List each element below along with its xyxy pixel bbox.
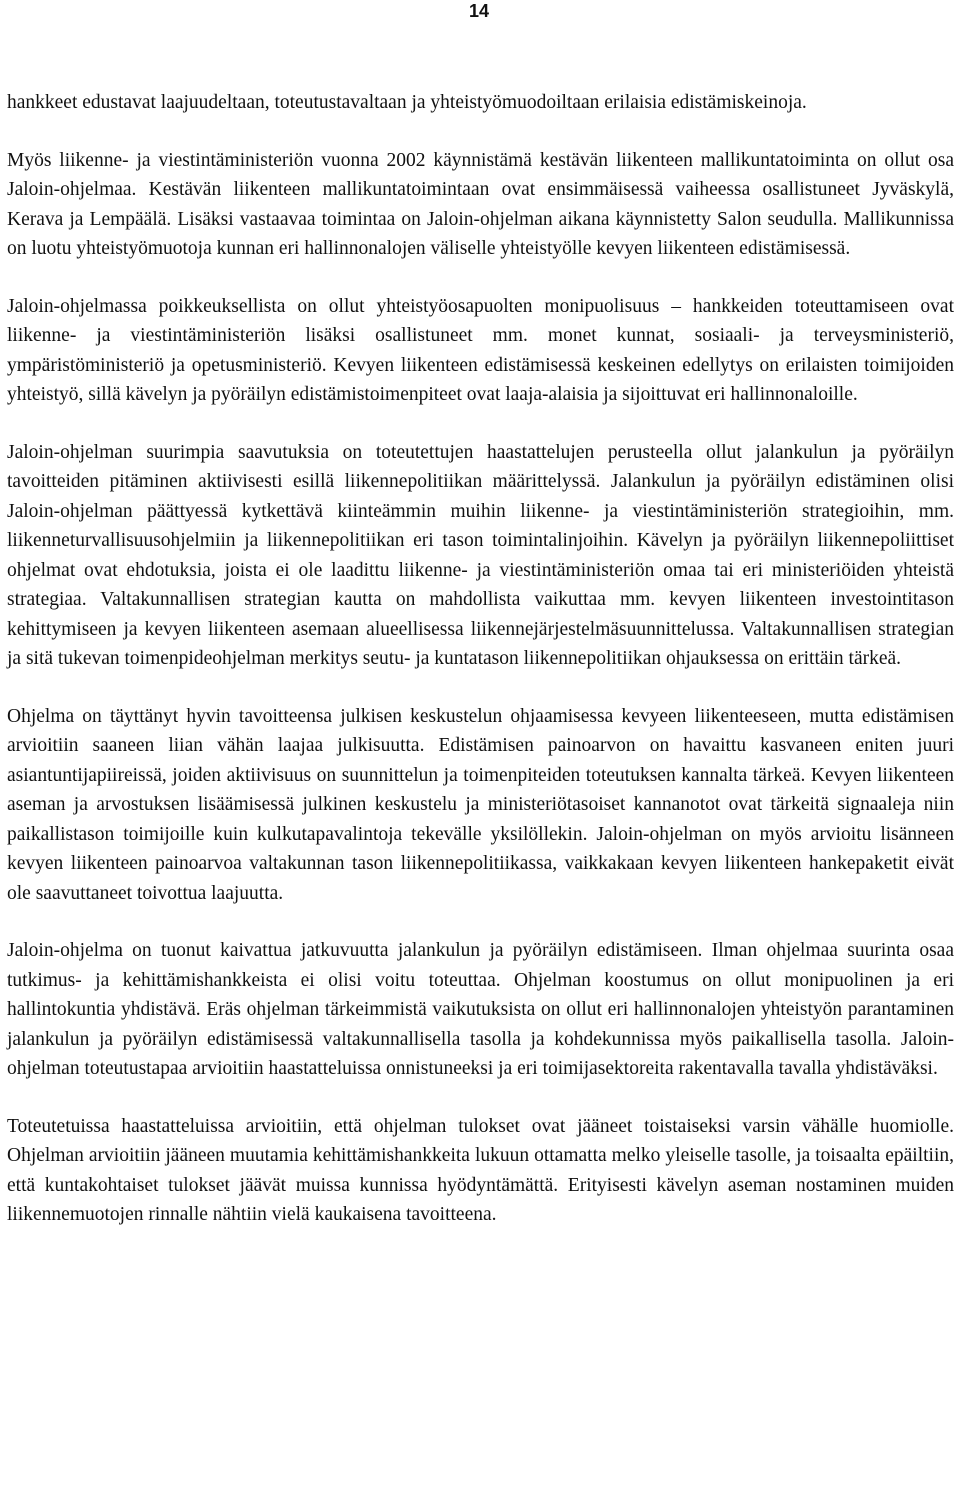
paragraph-5: Ohjelma on täyttänyt hyvin tavoitteensa julkisen keskustelun ohjaamisessa kevyeen liikenteeseen, mutta edistämisen arvioitiin saaneen liian vähän laajaa julkisuutta. Edistämisen painoarvon on havaittu kasvaneen eniten juuri asiantuntijapiireissä, joiden aktiivisuus on suunnittelun ja toimenpiteiden toteutuksen kannalta tärkeä. Kevyen liikenteen aseman ja arvostuksen lisäämisessä julkinen keskustelu ja ministeriötasoiset kannanotot ovat tärkeitä signaaleja niin paikallistason toimijoille kuin kulkutapavalintoja tekevälle yksilöllekin. Jaloin-ohjelman on myös arvioitu lisänneen kevyen liikenteen painoarvoa valtakunnan tason liikennepolitiikassa, vaikkakaan kevyen liikenteen hankepaketit eivät ole saavuttaneet toivottua laajuutta. — [7, 705, 954, 904]
paragraph-4: Jaloin-ohjelman suurimpia saavutuksia on toteutettujen haastattelujen perusteella ollut jalankulun ja pyöräilyn tavoitteiden pitäminen aktiivisesti esillä liikennepolitiikan määrittelyssä. Jalankulun ja pyöräilyn edistäminen olisi Jaloin-ohjelman päättyessä kytkettävä kiinteämmin muihin liikenne- ja viestintäministeriön strategioihin, mm. liikenneturvallisuusohjelmiin ja liikennepolitiikan eri tason toimintalinjoihin. Kävelyn ja pyöräilyn liikennepoliittiset ohjelmat ovat ehdotuksia, joista ei ole laadittu liikenne- ja viestintäministeriön omaa tai eri ministeriöiden yhteistä strategiaa. Valtakunnallisen strategian kautta on mahdollista vaikuttaa mm. kevyen liikenteen investointitason kehittymiseen ja kevyen liikenteen asemaan alueellisessa liikennejärjestelmäsuunnittelussa. Valtakunnallisen strategian ja sitä tukevan toimenpideohjelman merkitys seutu- ja kuntatason liikennepolitiikan ohjauksessa on erittäin tärkeä. — [7, 441, 954, 669]
paragraph-3: Jaloin-ohjelmassa poikkeuksellista on ollut yhteistyöosapuolten monipuolisuus – hankkeiden toteuttamiseen ovat liikenne- ja viestintäministeriön lisäksi osallistuneet mm. monet kunnat, sosiaali- ja terveysministeriö, ympäristöministeriö ja opetusministeriö. Kevyen liikenteen edistämisessä keskeinen edellytys on erilaisten toimijoiden yhteistyö, sillä kävelyn ja pyöräilyn edistämistoimenpiteet ovat laaja-alaisia ja sijoittuvat eri hallinnonaloille. — [7, 295, 954, 405]
paragraph-1: hankkeet edustavat laajuudeltaan, toteutustavaltaan ja yhteistyömuodoiltaan erilaisia edistämiskeinoja. — [7, 92, 807, 113]
paragraph-2: Myös liikenne- ja viestintäministeriön vuonna 2002 käynnistämä kestävän liikenteen mallikuntatoiminta on ollut osa Jaloin-ohjelmaa. Kestävän liikenteen mallikuntatoimintaan ovat ensimmäisessä vaiheessa osallistuneet Jyväskylä, Kerava ja Lempäälä. Lisäksi vastaavaa toimintaa on Jaloin-ohjelman aikana käynnistetty Salon seudulla. Mallikunnissa on luotu yhteistyömuotoja kunnan eri hallinnonalojen väliselle yhteistyölle kevyen liikenteen edistämisessä. — [7, 149, 954, 259]
page-number: 14 — [468, 1, 489, 21]
paragraph-7: Toteutetuissa haastatteluissa arvioitiin, että ohjelman tulokset ovat jääneet toistaiseksi varsin vähälle huomiolle. Ohjelman arvioitiin jääneen muutamia kehittämishankkeita lukuun ottamatta melko yleiselle tasolle, ja toisaalta epäiltiin, että kuntakohtaiset tulokset jäävät muissa kunnissa hyödyntämättä. Erityisesti kävelyn aseman nostaminen muiden liikennemuotojen rinnalle nähtiin vielä kaukaisena tavoitteena. — [7, 1115, 954, 1225]
paragraph-6: Jaloin-ohjelma on tuonut kaivattua jatkuvuutta jalankulun ja pyöräilyn edistämiseen. Ilman ohjelmaa suurinta osaa tutkimus- ja kehittämishankkeista ei olisi voitu toteuttaa. Ohjelman koostumus on ollut monipuolinen ja eri hallintokuntia yhdistävä. Eräs ohjelman tärkeimmistä vaikutuksista on ollut eri hallinnonalojen yhteistyön parantaminen jalankulun ja pyöräilyn edistämisessä valtakunnallisella tasolla ja kohdekunnissa myös paikallisella tasolla. Jaloin-ohjelman toteutustapaa arvioitiin haastatteluissa onnistuneeksi ja eri toimijasektoreita rakentavalla tavalla yhdistäväksi. — [7, 940, 954, 1079]
document-body — [7, 88, 954, 1230]
